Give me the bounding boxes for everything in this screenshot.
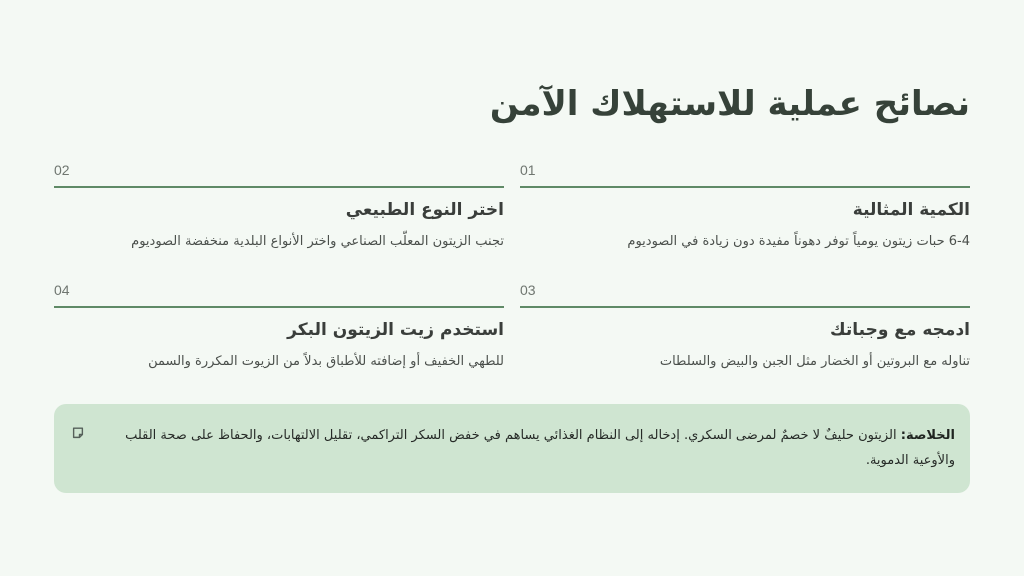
- tip-divider: [54, 186, 504, 188]
- tip-divider: [520, 306, 970, 308]
- tip-title: الكمية المثالية: [852, 200, 970, 220]
- tip-description: 6-4 حبات زيتون يومياً توفر دهوناً مفيدة دون زيادة في الصوديوم: [627, 234, 970, 249]
- tip-description: تجنب الزيتون المعلّب الصناعي واختر الأنواع البلدية منخفضة الصوديوم: [131, 234, 504, 249]
- summary-body: الزيتون حليفٌ لا خصمٌ لمرضى السكري. إدخاله إلى النظام الغذائي يساهم في خفض السكر التراكمي، تقليل الالتهابات، والحفاظ على صحة القلب والأوعية الدموية.: [125, 428, 955, 468]
- tip-divider: [520, 186, 970, 188]
- tip-title: استخدم زيت الزيتون البكر: [287, 320, 504, 340]
- tip-card-meals: [520, 278, 970, 398]
- tip-card-ideal-quantity: [520, 158, 970, 278]
- tip-divider: [54, 306, 504, 308]
- tip-number: 01: [520, 162, 536, 178]
- summary-label: الخلاصة:: [900, 428, 955, 443]
- slide-title: نصائح عملية للاستهلاك الآمن: [489, 84, 970, 124]
- tip-title: اختر النوع الطبيعي: [345, 200, 504, 220]
- tip-title: ادمجه مع وجباتك: [830, 320, 970, 340]
- tip-number: 03: [520, 282, 536, 298]
- tip-description: تناوله مع البروتين أو الخضار مثل الجبن والبيض والسلطات: [659, 354, 970, 369]
- tips-grid: [54, 158, 970, 398]
- tip-description: للطهي الخفيف أو إضافته للأطباق بدلاً من الزيوت المكررة والسمن: [148, 354, 504, 369]
- summary-box: [54, 404, 970, 493]
- tip-number: 04: [54, 282, 70, 298]
- note-icon: [71, 426, 85, 440]
- tip-number: 02: [54, 162, 70, 178]
- tip-card-virgin-olive-oil: [54, 278, 504, 398]
- summary-text: [125, 423, 955, 473]
- tip-card-natural-type: [54, 158, 504, 278]
